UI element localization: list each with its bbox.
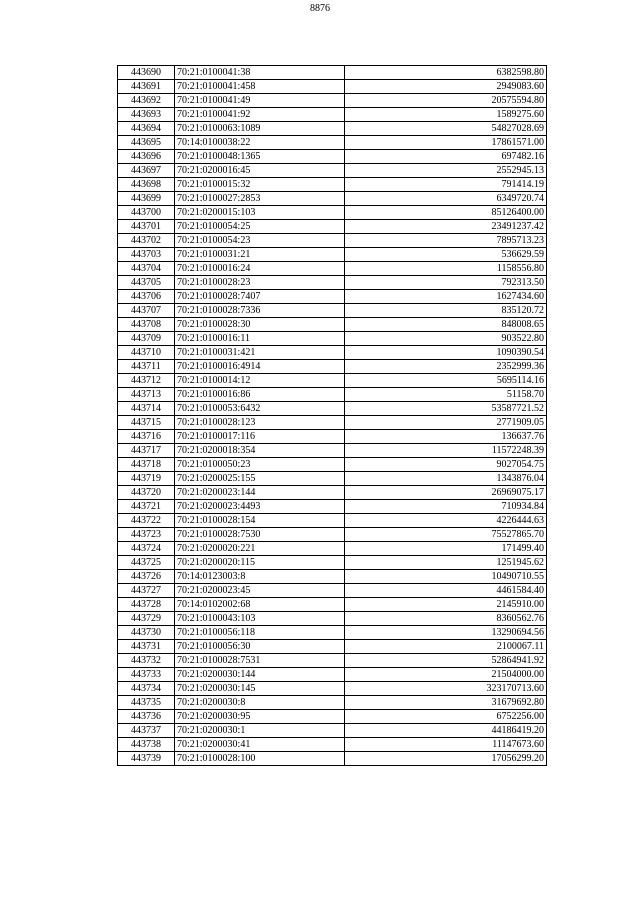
cadastral-number-cell: 70:21:0100054:23 [175, 234, 345, 248]
table-row [118, 430, 547, 444]
row-number-cell: 443691 [118, 80, 175, 94]
table-row [118, 598, 547, 612]
cadastral-number-cell: 70:21:0100028:7530 [175, 528, 345, 542]
row-number-cell: 443704 [118, 262, 175, 276]
row-number-cell: 443729 [118, 612, 175, 626]
row-number-cell: 443735 [118, 696, 175, 710]
cadastral-value-cell: 23491237.42 [345, 220, 547, 234]
row-number-cell: 443705 [118, 276, 175, 290]
table-row [118, 248, 547, 262]
cadastral-number-cell: 70:21:0100017:116 [175, 430, 345, 444]
row-number-cell: 443692 [118, 94, 175, 108]
row-number-cell: 443693 [118, 108, 175, 122]
cadastral-number-cell: 70:21:0100041:458 [175, 80, 345, 94]
table-row [118, 262, 547, 276]
row-number-cell: 443709 [118, 332, 175, 346]
cadastral-value-cell: 1589275.60 [345, 108, 547, 122]
row-number-cell: 443730 [118, 626, 175, 640]
row-number-cell: 443703 [118, 248, 175, 262]
cadastral-number-cell: 70:21:0100028:7336 [175, 304, 345, 318]
row-number-cell: 443702 [118, 234, 175, 248]
row-number-cell: 443696 [118, 150, 175, 164]
row-number-cell: 443722 [118, 514, 175, 528]
page-number: 8876 [310, 3, 330, 14]
table-row [118, 486, 547, 500]
row-number-cell: 443717 [118, 444, 175, 458]
table-body [118, 66, 547, 766]
table-row [118, 346, 547, 360]
table-row [118, 654, 547, 668]
cadastral-value-cell: 903522.80 [345, 332, 547, 346]
cadastral-number-cell: 70:21:0100016:4914 [175, 360, 345, 374]
table-row [118, 332, 547, 346]
cadastral-value-cell: 31679692.80 [345, 696, 547, 710]
table-row [118, 640, 547, 654]
cadastral-number-cell: 70:21:0100028:154 [175, 514, 345, 528]
table-row [118, 178, 547, 192]
cadastral-value-cell: 136637.76 [345, 430, 547, 444]
cadastral-value-cell: 17056299.20 [345, 752, 547, 766]
cadastral-number-cell: 70:14:0102002:68 [175, 598, 345, 612]
row-number-cell: 443738 [118, 738, 175, 752]
table-row [118, 514, 547, 528]
row-number-cell: 443721 [118, 500, 175, 514]
table-row [118, 528, 547, 542]
cadastral-value-cell: 54827028.69 [345, 122, 547, 136]
cadastral-value-cell: 792313.50 [345, 276, 547, 290]
cadastral-value-cell: 1627434.60 [345, 290, 547, 304]
table-row [118, 472, 547, 486]
table-row [118, 682, 547, 696]
row-number-cell: 443739 [118, 752, 175, 766]
cadastral-number-cell: 70:21:0100014:12 [175, 374, 345, 388]
cadastral-number-cell: 70:21:0100056:30 [175, 640, 345, 654]
table-row [118, 234, 547, 248]
cadastral-number-cell: 70:21:0200030:8 [175, 696, 345, 710]
row-number-cell: 443727 [118, 584, 175, 598]
row-number-cell: 443711 [118, 360, 175, 374]
table-row [118, 94, 547, 108]
row-number-cell: 443728 [118, 598, 175, 612]
table-row [118, 402, 547, 416]
row-number-cell: 443706 [118, 290, 175, 304]
row-number-cell: 443707 [118, 304, 175, 318]
cadastral-value-cell: 323170713.60 [345, 682, 547, 696]
cadastral-value-cell: 7895713.23 [345, 234, 547, 248]
table-row [118, 738, 547, 752]
table-row [118, 626, 547, 640]
cadastral-number-cell: 70:21:0200030:144 [175, 668, 345, 682]
cadastral-number-cell: 70:21:0100063:1089 [175, 122, 345, 136]
cadastral-number-cell: 70:21:0100028:7531 [175, 654, 345, 668]
cadastral-number-cell: 70:21:0100041:92 [175, 108, 345, 122]
cadastral-value-cell: 1158556.80 [345, 262, 547, 276]
cadastral-value-cell: 710934.84 [345, 500, 547, 514]
cadastral-value-cell: 5695114.16 [345, 374, 547, 388]
row-number-cell: 443731 [118, 640, 175, 654]
cadastral-number-cell: 70:14:0123003:8 [175, 570, 345, 584]
cadastral-number-cell: 70:21:0200016:45 [175, 164, 345, 178]
table-row [118, 710, 547, 724]
table-row [118, 80, 547, 94]
table-row [118, 192, 547, 206]
cadastral-value-cell: 536629.59 [345, 248, 547, 262]
row-number-cell: 443716 [118, 430, 175, 444]
cadastral-number-cell: 70:21:0100016:86 [175, 388, 345, 402]
row-number-cell: 443737 [118, 724, 175, 738]
cadastral-number-cell: 70:21:0200018:354 [175, 444, 345, 458]
row-number-cell: 443698 [118, 178, 175, 192]
cadastral-value-cell: 53587721.52 [345, 402, 547, 416]
table-row [118, 206, 547, 220]
row-number-cell: 443725 [118, 556, 175, 570]
cadastral-value-cell: 791414.19 [345, 178, 547, 192]
cadastral-value-cell: 21504000.00 [345, 668, 547, 682]
cadastral-value-cell: 75527865.70 [345, 528, 547, 542]
table-row [118, 108, 547, 122]
table-row [118, 458, 547, 472]
row-number-cell: 443733 [118, 668, 175, 682]
row-number-cell: 443708 [118, 318, 175, 332]
cadastral-number-cell: 70:21:0200023:144 [175, 486, 345, 500]
cadastral-number-cell: 70:21:0100027:2853 [175, 192, 345, 206]
cadastral-number-cell: 70:21:0100041:49 [175, 94, 345, 108]
cadastral-number-cell: 70:21:0100048:1365 [175, 150, 345, 164]
cadastral-value-cell: 2145910.00 [345, 598, 547, 612]
cadastral-value-cell: 6349720.74 [345, 192, 547, 206]
cadastral-value-cell: 85126400.00 [345, 206, 547, 220]
cadastral-number-cell: 70:21:0100050:23 [175, 458, 345, 472]
row-number-cell: 443695 [118, 136, 175, 150]
table-row [118, 542, 547, 556]
cadastral-value-cell: 2949083.60 [345, 80, 547, 94]
table-row [118, 570, 547, 584]
row-number-cell: 443726 [118, 570, 175, 584]
row-number-cell: 443713 [118, 388, 175, 402]
row-number-cell: 443700 [118, 206, 175, 220]
cadastral-number-cell: 70:21:0100028:7407 [175, 290, 345, 304]
cadastral-number-cell: 70:21:0100028:123 [175, 416, 345, 430]
row-number-cell: 443710 [118, 346, 175, 360]
cadastral-number-cell: 70:21:0100056:118 [175, 626, 345, 640]
table-row [118, 752, 547, 766]
table-row [118, 584, 547, 598]
row-number-cell: 443734 [118, 682, 175, 696]
cadastral-value-cell: 44186419.20 [345, 724, 547, 738]
table-row [118, 724, 547, 738]
table-row [118, 500, 547, 514]
cadastral-number-cell: 70:21:0100041:38 [175, 66, 345, 80]
cadastral-number-cell: 70:21:0100016:24 [175, 262, 345, 276]
cadastral-number-cell: 70:21:0200023:4493 [175, 500, 345, 514]
row-number-cell: 443723 [118, 528, 175, 542]
table-row [118, 696, 547, 710]
cadastral-number-cell: 70:21:0200023:45 [175, 584, 345, 598]
cadastral-number-cell: 70:21:0200020:221 [175, 542, 345, 556]
cadastral-number-cell: 70:21:0200020:115 [175, 556, 345, 570]
cadastral-value-cell: 10490710.55 [345, 570, 547, 584]
cadastral-value-cell: 1343876.04 [345, 472, 547, 486]
cadastral-value-cell: 17861571.00 [345, 136, 547, 150]
cadastral-number-cell: 70:21:0100028:100 [175, 752, 345, 766]
row-number-cell: 443718 [118, 458, 175, 472]
row-number-cell: 443720 [118, 486, 175, 500]
row-number-cell: 443715 [118, 416, 175, 430]
cadastral-number-cell: 70:21:0200030:41 [175, 738, 345, 752]
cadastral-value-cell: 4226444.63 [345, 514, 547, 528]
cadastral-number-cell: 70:21:0100016:11 [175, 332, 345, 346]
table-row [118, 66, 547, 80]
table-row [118, 444, 547, 458]
cadastral-number-cell: 70:21:0100043:103 [175, 612, 345, 626]
cadastral-number-cell: 70:14:0100038:22 [175, 136, 345, 150]
row-number-cell: 443701 [118, 220, 175, 234]
cadastral-number-cell: 70:21:0100015:32 [175, 178, 345, 192]
row-number-cell: 443697 [118, 164, 175, 178]
cadastral-value-cell: 6752256.00 [345, 710, 547, 724]
cadastral-number-cell: 70:21:0200030:1 [175, 724, 345, 738]
table-row [118, 136, 547, 150]
cadastral-number-cell: 70:21:0100031:21 [175, 248, 345, 262]
cadastral-value-cell: 697482.16 [345, 150, 547, 164]
row-number-cell: 443724 [118, 542, 175, 556]
row-number-cell: 443732 [118, 654, 175, 668]
cadastral-number-cell: 70:21:0200015:103 [175, 206, 345, 220]
cadastral-value-cell: 26969075.17 [345, 486, 547, 500]
table-row [118, 374, 547, 388]
cadastral-number-cell: 70:21:0200030:145 [175, 682, 345, 696]
table-row [118, 360, 547, 374]
cadastral-value-cell: 13290694.56 [345, 626, 547, 640]
cadastral-value-cell: 11147673.60 [345, 738, 547, 752]
table-row [118, 388, 547, 402]
table-row [118, 290, 547, 304]
cadastral-value-cell: 4461584.40 [345, 584, 547, 598]
cadastral-value-cell: 20575594.80 [345, 94, 547, 108]
cadastral-value-cell: 2352999.36 [345, 360, 547, 374]
table-row [118, 276, 547, 290]
row-number-cell: 443712 [118, 374, 175, 388]
cadastral-value-cell: 2771909.05 [345, 416, 547, 430]
cadastral-number-cell: 70:21:0100053:6432 [175, 402, 345, 416]
cadastral-number-cell: 70:21:0100028:23 [175, 276, 345, 290]
cadastral-value-cell: 8360562.76 [345, 612, 547, 626]
cadastral-value-cell: 2552945.13 [345, 164, 547, 178]
table-row [118, 122, 547, 136]
row-number-cell: 443719 [118, 472, 175, 486]
cadastral-number-cell: 70:21:0200025:155 [175, 472, 345, 486]
cadastral-number-cell: 70:21:0100031:421 [175, 346, 345, 360]
cadastral-number-cell: 70:21:0100054:25 [175, 220, 345, 234]
cadastral-value-cell: 2100067.11 [345, 640, 547, 654]
cadastral-value-cell: 9027054.75 [345, 458, 547, 472]
table-row [118, 304, 547, 318]
cadastral-value-cell: 11572248.39 [345, 444, 547, 458]
table-row [118, 416, 547, 430]
table-row [118, 150, 547, 164]
row-number-cell: 443699 [118, 192, 175, 206]
table-row [118, 556, 547, 570]
cadastral-value-cell: 1251945.62 [345, 556, 547, 570]
table-row [118, 220, 547, 234]
cadastral-number-cell: 70:21:0100028:30 [175, 318, 345, 332]
row-number-cell: 443694 [118, 122, 175, 136]
cadastral-value-cell: 6382598.80 [345, 66, 547, 80]
cadastral-number-cell: 70:21:0200030:95 [175, 710, 345, 724]
cadastral-value-cell: 171499.40 [345, 542, 547, 556]
table-row [118, 612, 547, 626]
row-number-cell: 443714 [118, 402, 175, 416]
cadastral-value-cell: 1090390.54 [345, 346, 547, 360]
table-row [118, 164, 547, 178]
table-row [118, 668, 547, 682]
cadastral-value-cell: 848008.65 [345, 318, 547, 332]
cadastral-value-table [117, 65, 547, 766]
row-number-cell: 443736 [118, 710, 175, 724]
row-number-cell: 443690 [118, 66, 175, 80]
cadastral-value-cell: 52864941.92 [345, 654, 547, 668]
cadastral-value-cell: 835120.72 [345, 304, 547, 318]
cadastral-value-cell: 51158.70 [345, 388, 547, 402]
table-row [118, 318, 547, 332]
